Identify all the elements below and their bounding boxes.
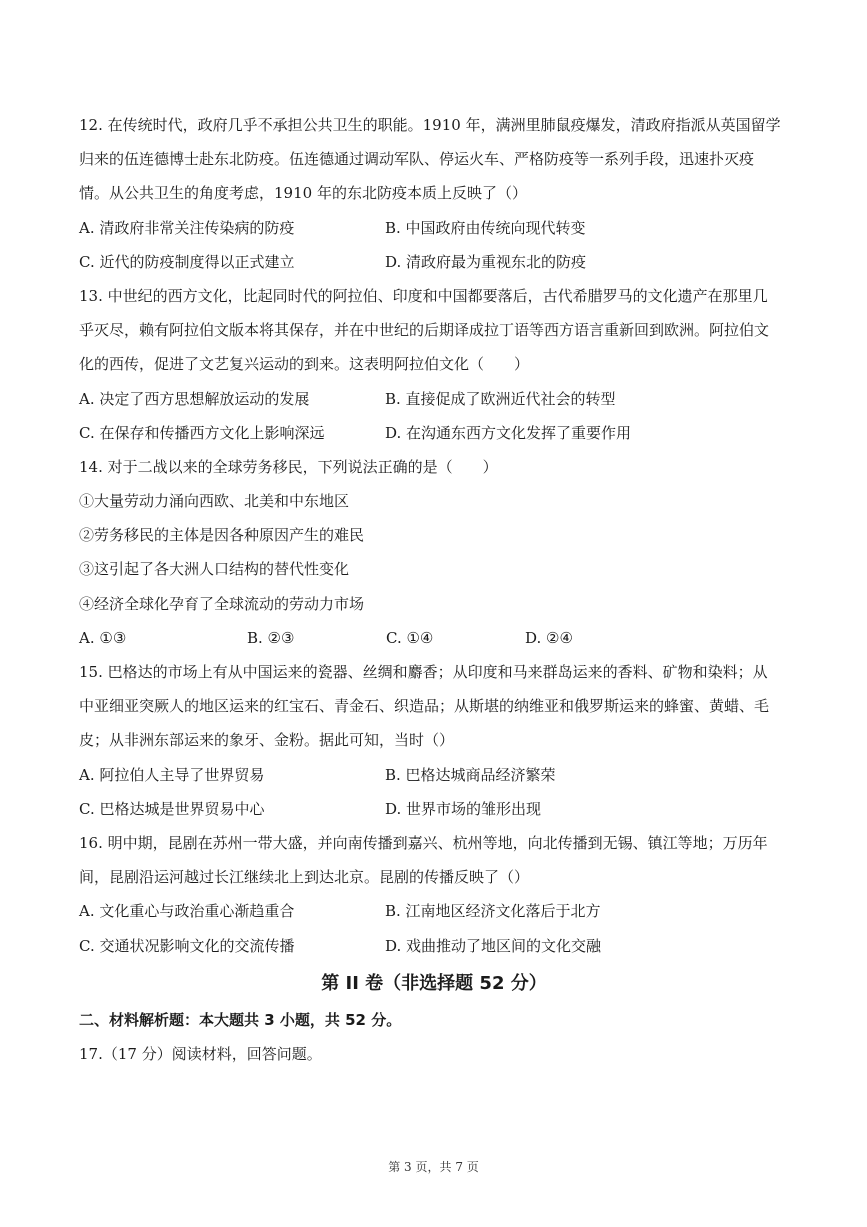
options-row [79,758,789,792]
option-a: A. 决定了西方思想解放运动的发展 [79,389,310,408]
option-c: C. 交通状况影响文化的交流传播 [79,936,295,955]
question-16 [79,826,789,963]
option-d: D. 戏曲推动了地区间的文化交融 [385,936,602,955]
question-stem-line: 化的西传，促进了文艺复兴运动的到来。这表明阿拉伯文化（ ） [79,355,530,374]
option-d: D. 清政府最为重视东北的防疫 [385,252,587,271]
question-stem-line: 皮；从非洲东部运来的象牙、金粉。据此可知，当时（） [79,731,455,750]
statement-3: ③这引起了各大洲人口结构的替代性变化 [79,560,350,579]
option-b: B. 巴格达城商品经济繁荣 [385,765,556,784]
option-a: A. 文化重心与政治重心渐趋重合 [79,902,295,921]
option-a: A. 清政府非常关注传染病的防疫 [79,218,295,237]
question-stem-line: 间，昆剧沿运河越过长江继续北上到达北京。昆剧的传播反映了（） [79,868,530,887]
page-footer: 第 3 页，共 7 页 [388,1160,479,1174]
question-stem-line: 中亚细亚突厥人的地区运来的红宝石、青金石、织造品；从斯堪的纳维亚和俄罗斯运来的蜂蜜、黄蜡、毛 [79,697,770,716]
option-b: B. 中国政府由传统向现代转变 [385,218,586,237]
option-c: C. 在保存和传播西方文化上影响深远 [79,423,325,442]
options-row [79,894,789,928]
question-13 [79,279,789,450]
statement-4: ④经济全球化孕育了全球流动的劳动力市场 [79,594,365,613]
options-row [79,382,789,416]
question-stem-line: 13. 中世纪的西方文化，比起同时代的阿拉伯、印度和中国都要落后，古代希腊罗马的文化遗产在那里几 [79,286,768,305]
part-title: 二、材料解析题：本大题共 3 小题，共 52 分。 [79,1010,402,1029]
question-12 [79,108,789,279]
option-a: A. 阿拉伯人主导了世界贸易 [79,765,265,784]
option-b: B. 直接促成了欧洲近代社会的转型 [385,389,616,408]
question-stem-line: 情。从公共卫生的角度考虑，1910 年的东北防疫本质上反映了（） [79,184,527,203]
option-c: C. 巴格达城是世界贸易中心 [79,799,265,818]
option-c: C. 近代的防疫制度得以正式建立 [79,252,295,271]
option-a: A. ①③ [79,628,127,647]
options-row [79,211,789,245]
statement-1: ①大量劳动力涌向西欧、北美和中东地区 [79,492,350,511]
question-15 [79,655,789,826]
question-stem-line: 归来的伍连德博士赴东北防疫。伍连德通过调动军队、停运火车、严格防疫等一系列手段，迅速扑灭疫 [79,150,755,169]
option-d: D. 在沟通东西方文化发挥了重要作用 [385,423,632,442]
option-d: D. ②④ [525,628,573,647]
options-row [79,929,789,963]
question-stem-line: 16. 明中期，昆剧在苏州一带大盛，并向南传播到嘉兴、杭州等地，向北传播到无锡、镇江等地；万历年 [79,833,768,852]
question-17-intro: 17.（17 分）阅读材料，回答问题。 [79,1044,322,1063]
option-d: D. 世界市场的雏形出现 [385,799,542,818]
question-stem-line: 12. 在传统时代，政府几乎不承担公共卫生的职能。1910 年，满洲里肺鼠疫爆发，清政府指派从英国留学 [79,116,781,134]
question-stem-line: 15. 巴格达的市场上有从中国运来的瓷器、丝绸和麝香；从印度和马来群岛运来的香料、矿物和染料；从 [79,663,768,681]
option-c: C. ①④ [386,628,434,647]
question-stem-line: 乎灭尽，赖有阿拉伯文版本将其保存，并在中世纪的后期译成拉丁语等西方语言重新回到欧洲。阿拉伯文 [79,321,770,340]
page-content [79,108,789,1071]
option-b: B. ②③ [247,628,295,647]
options-row [79,792,789,826]
question-14 [79,450,789,655]
options-row [79,245,789,279]
statement-2: ②劳务移民的主体是因各种原因产生的难民 [79,526,365,545]
option-b: B. 江南地区经济文化落后于北方 [385,902,601,921]
options-row [79,416,789,450]
options-row [79,621,789,655]
question-stem: 14. 对于二战以来的全球劳务移民，下列说法正确的是（ ） [79,457,498,476]
section-title: 第 II 卷（非选择题 52 分） [321,972,547,994]
